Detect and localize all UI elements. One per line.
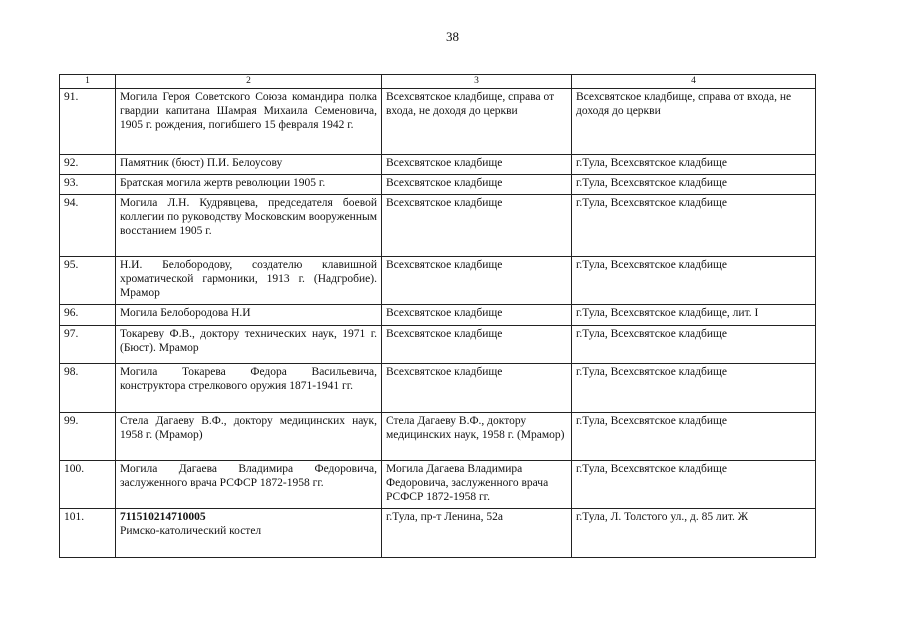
row-number: 95. bbox=[60, 257, 116, 305]
object-location: Всехсвятское кладбище bbox=[382, 155, 572, 175]
table-row bbox=[60, 364, 816, 413]
table-row bbox=[60, 326, 816, 364]
table-row bbox=[60, 509, 816, 558]
row-number: 99. bbox=[60, 413, 116, 461]
row-number: 98. bbox=[60, 364, 116, 413]
object-location: Стела Дагаеву В.Ф., доктору медицинских наук, 1958 г. (Мрамор) bbox=[382, 413, 572, 461]
object-location: Всехсвятское кладбище bbox=[382, 175, 572, 195]
row-number: 93. bbox=[60, 175, 116, 195]
row-number: 92. bbox=[60, 155, 116, 175]
table-row bbox=[60, 195, 816, 257]
object-location: Всехсвятское кладбище bbox=[382, 326, 572, 364]
object-location: Всехсвятское кладбище bbox=[382, 195, 572, 257]
row-number: 96. bbox=[60, 305, 116, 326]
heritage-registry-table bbox=[59, 74, 816, 558]
object-location: Всехсвятское кладбище, справа от входа, не доходя до церкви bbox=[382, 89, 572, 155]
object-location: Всехсвятское кладбище bbox=[382, 257, 572, 305]
row-number: 100. bbox=[60, 461, 116, 509]
object-address: г.Тула, Всехсвятское кладбище bbox=[572, 364, 816, 413]
object-name: Токареву Ф.В., доктору технических наук, 1971 г. (Бюст). Мрамор bbox=[116, 326, 382, 364]
object-name: Римско-католический костел bbox=[120, 525, 262, 537]
column-header: 1 bbox=[60, 75, 116, 89]
row-number: 101. bbox=[60, 509, 116, 558]
object-address: г.Тула, Всехсвятское кладбище bbox=[572, 175, 816, 195]
object-name: Могила Белобородова Н.И bbox=[116, 305, 382, 326]
object-name: Могила Героя Советского Союза командира полка гвардии капитана Шамрая Михаила Семеновича, 1905 г. рождения, погибшего 15 февраля 1942 г. bbox=[116, 89, 382, 155]
table-row bbox=[60, 89, 816, 155]
object-location: Всехсвятское кладбище bbox=[382, 364, 572, 413]
object-address: г.Тула, Всехсвятское кладбище bbox=[572, 461, 816, 509]
object-name: Братская могила жертв революции 1905 г. bbox=[116, 175, 382, 195]
object-address: г.Тула, Всехсвятское кладбище bbox=[572, 326, 816, 364]
table-row bbox=[60, 461, 816, 509]
table-row bbox=[60, 305, 816, 326]
column-header: 4 bbox=[572, 75, 816, 89]
object-registry-code: 711510214710005 bbox=[120, 511, 206, 523]
table-row bbox=[60, 155, 816, 175]
object-name: Стела Дагаеву В.Ф., доктору медицинских наук, 1958 г. (Мрамор) bbox=[116, 413, 382, 461]
object-location: Могила Дагаева Владимира Федоровича, заслуженного врача РСФСР 1872-1958 гг. bbox=[382, 461, 572, 509]
row-number: 91. bbox=[60, 89, 116, 155]
page-number: 38 bbox=[446, 29, 459, 44]
object-address: г.Тула, Всехсвятское кладбище bbox=[572, 413, 816, 461]
object-address: г.Тула, Л. Толстого ул., д. 85 лит. Ж bbox=[572, 509, 816, 558]
object-name: Могила Токарева Федора Васильевича, конструктора стрелкового оружия 1871-1941 гг. bbox=[116, 364, 382, 413]
object-name: Памятник (бюст) П.И. Белоусову bbox=[116, 155, 382, 175]
column-header: 2 bbox=[116, 75, 382, 89]
object-address: г.Тула, Всехсвятское кладбище bbox=[572, 257, 816, 305]
table-header-row bbox=[60, 75, 816, 89]
column-header: 3 bbox=[382, 75, 572, 89]
object-address: г.Тула, Всехсвятское кладбище, лит. I bbox=[572, 305, 816, 326]
object-name: Могила Л.Н. Кудрявцева, председателя боевой коллегии по руководству Московским вооруженным восстанием 1905 г. bbox=[116, 195, 382, 257]
table-row bbox=[60, 413, 816, 461]
object-location: г.Тула, пр-т Ленина, 52а bbox=[382, 509, 572, 558]
object-name: Н.И. Белобородову, создателю клавишной хроматической гармоники, 1913 г. (Надгробие). Мрамор bbox=[116, 257, 382, 305]
row-number: 97. bbox=[60, 326, 116, 364]
object-address: Всехсвятское кладбище, справа от входа, не доходя до церкви bbox=[572, 89, 816, 155]
table-row bbox=[60, 257, 816, 305]
object-address: г.Тула, Всехсвятское кладбище bbox=[572, 155, 816, 175]
object-address: г.Тула, Всехсвятское кладбище bbox=[572, 195, 816, 257]
object-name: Могила Дагаева Владимира Федоровича, заслуженного врача РСФСР 1872-1958 гг. bbox=[116, 461, 382, 509]
object-cell bbox=[116, 509, 382, 558]
row-number: 94. bbox=[60, 195, 116, 257]
object-location: Всехсвятское кладбище bbox=[382, 305, 572, 326]
table-row bbox=[60, 175, 816, 195]
